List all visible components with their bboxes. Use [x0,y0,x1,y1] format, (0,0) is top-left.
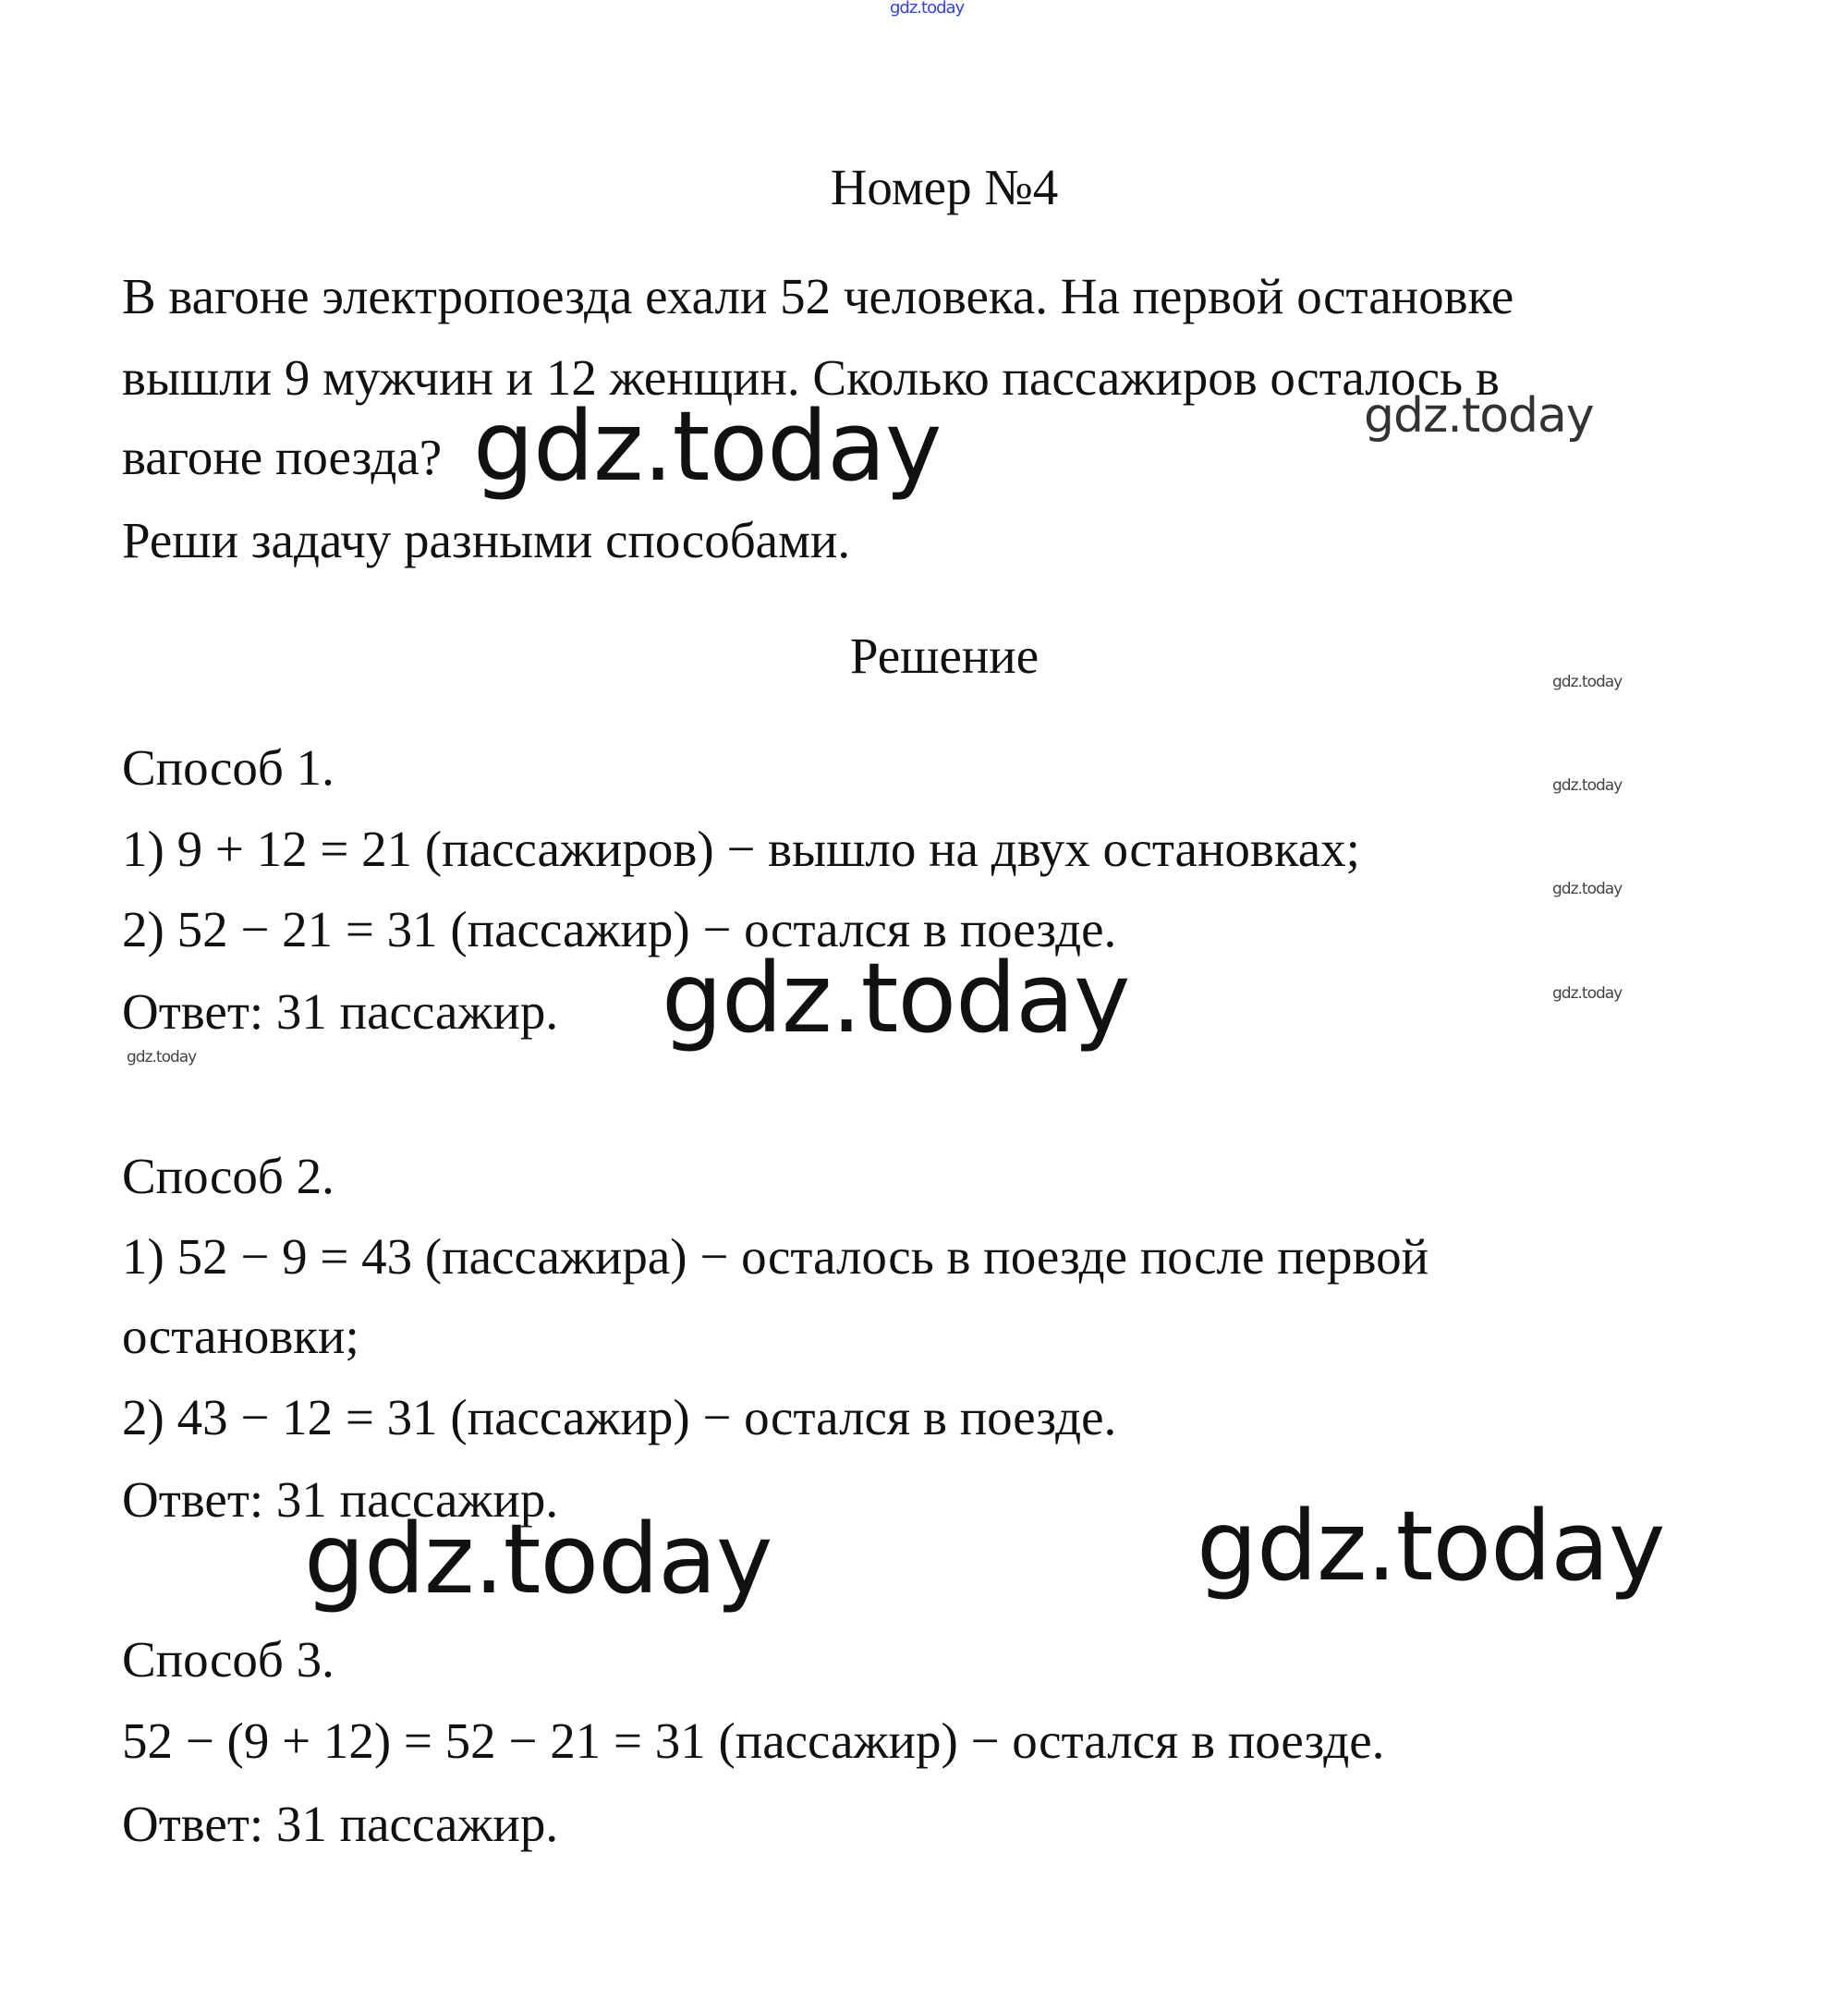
method-title: Способ 3. [122,1631,334,1688]
watermark: gdz.today [304,1503,772,1615]
problem-line: вагоне поезда? [122,429,443,485]
solution-heading: Решение [849,628,1040,684]
watermark: gdz.today [1552,984,1623,1003]
method-step: 1) 52 − 9 = 43 (пассажира) − осталось в поезде после первой [122,1228,1429,1285]
method-step: 52 − (9 + 12) = 52 − 21 = 31 (пассажир) − остался в поезде. [122,1713,1385,1769]
method-answer: Ответ: 31 пассажир. [122,1796,559,1852]
method-title: Способ 1. [122,739,334,796]
watermark: gdz.today [1552,673,1623,691]
method-title: Способ 2. [122,1148,334,1204]
problem-line: В вагоне электропоезда ехали 52 человека. На первой остановке [122,268,1514,324]
watermark: gdz.today [473,390,942,503]
problem-instruction: Реши задачу разными способами. [122,512,851,568]
method-step: 2) 52 − 21 = 31 (пассажир) − остался в поезде. [122,901,1117,957]
watermark: gdz.today [1552,776,1623,795]
watermark: gdz.today [662,942,1130,1054]
top-watermark: gdz.today [890,0,965,18]
watermark: gdz.today [1552,880,1623,898]
method-step: 2) 43 − 12 = 31 (пассажир) − остался в поезде. [122,1389,1117,1445]
method-step: 1) 9 + 12 = 21 (пассажиров) − вышло на двух остановках; [122,821,1360,877]
method-answer: Ответ: 31 пассажир. [122,983,559,1040]
page-title: Номер №4 [830,159,1059,215]
watermark: gdz.today [127,1048,197,1067]
method-step: остановки; [122,1308,359,1364]
watermark: gdz.today [1197,1490,1665,1603]
watermark: gdz.today [1364,388,1594,444]
method-answer: Ответ: 31 пассажир. [122,1471,559,1528]
problem-line: вышли 9 мужчин и 12 женщин. Сколько пассажиров осталось в [122,349,1500,406]
